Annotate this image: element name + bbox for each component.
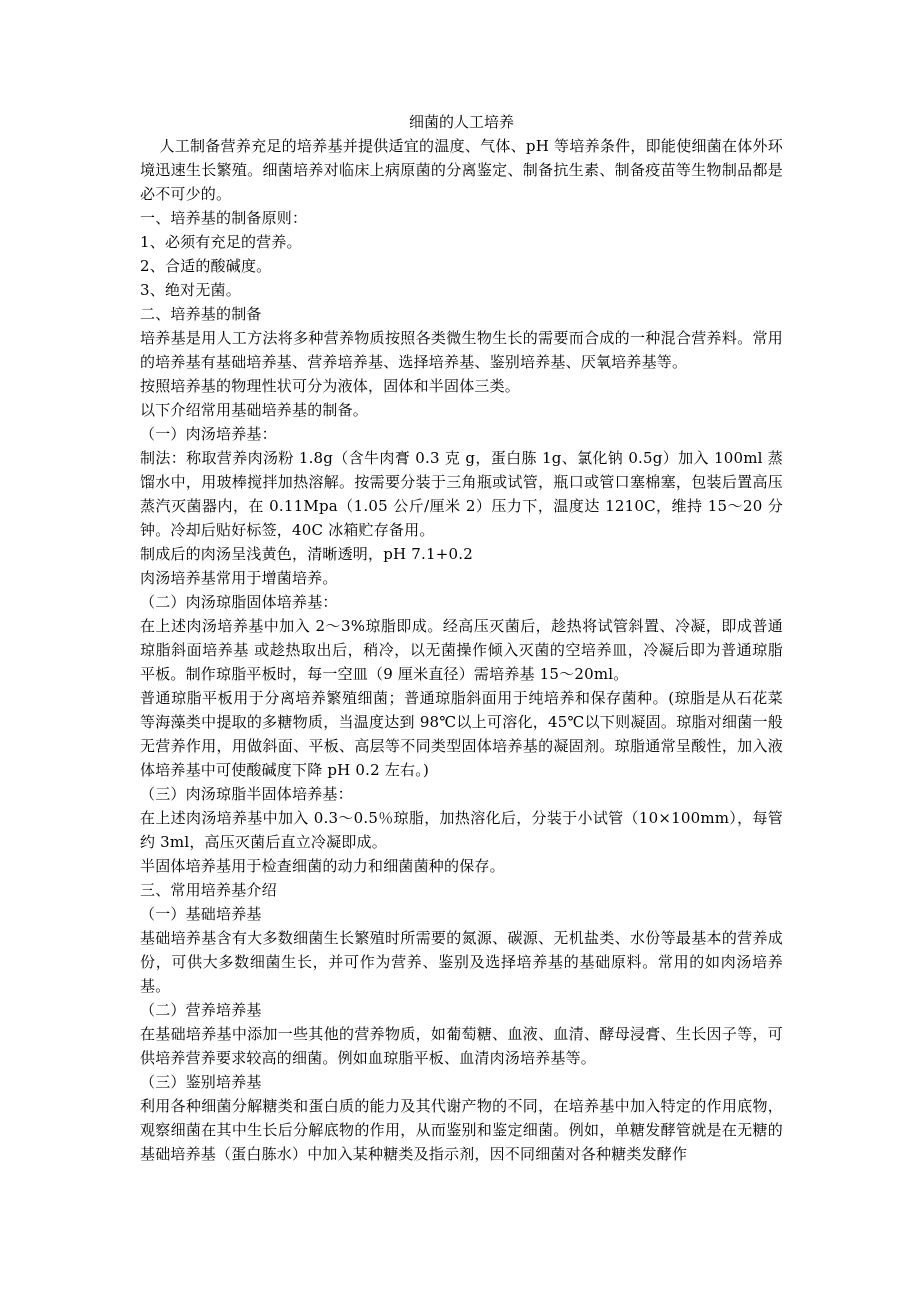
paragraph: 半固体培养基用于检查细菌的动力和细菌菌种的保存。 <box>140 857 505 875</box>
document-page <box>140 110 783 1166</box>
paragraph: 1、必须有充足的营养。 <box>140 233 302 251</box>
paragraph: （一）肉汤培养基： <box>140 425 277 443</box>
paragraph: 二、培养基的制备 <box>140 305 262 323</box>
document-body <box>140 134 783 1166</box>
paragraph: 三、常用培养基介绍 <box>140 881 277 899</box>
paragraph: 在基础培养基中添加一些其他的营养物质，如葡萄糖、血液、血清、酵母浸膏、生长因子等，可供培养营养要求较高的细菌。例如血琼脂平板、血清肉汤培养基等。 <box>140 1025 783 1067</box>
paragraph: 2、合适的酸碱度。 <box>140 257 272 275</box>
paragraph: 按照培养基的物理性状可分为液体，固体和半固体三类。 <box>140 377 521 395</box>
paragraph: （三）鉴别培养基 <box>140 1073 262 1091</box>
paragraph: 3、绝对无菌。 <box>140 281 241 299</box>
paragraph: 利用各种细菌分解糖类和蛋白质的能力及其代谢产物的不同，在培养基中加入特定的作用底物，观察细菌在其中生长后分解底物的作用，从而鉴别和鉴定细菌。例如，单糖发酵管就是在无糖的基础培养基（蛋白胨水）中加入某种糖类及指示剂，因不同细菌对各种糖类发酵作 <box>140 1097 783 1163</box>
paragraph: 基础培养基含有大多数细菌生长繁殖时所需要的氮源、碳源、无机盐类、水份等最基本的营养成份，可供大多数细菌生长，并可作为营养、鉴别及选择培养基的基础原料。常用的如肉汤培养基。 <box>140 929 783 995</box>
paragraph: 在上述肉汤培养基中加入 2～3%琼脂即成。经高压灭菌后，趁热将试管斜置、冷凝，即成普通琼脂斜面培养基 或趁热取出后，稍冷，以无菌操作倾入灭菌的空培养皿，冷凝后即为普通琼脂平板。制作琼脂平板时，每一空皿（9 厘米直径）需培养基 15～20ml。 <box>140 617 783 683</box>
paragraph: 一、培养基的制备原则： <box>140 209 308 227</box>
paragraph: 肉汤培养基常用于增菌培养。 <box>140 569 338 587</box>
paragraph: （三）肉汤琼脂半固体培养基： <box>140 785 353 803</box>
paragraph: 以下介绍常用基础培养基的制备。 <box>140 401 369 419</box>
paragraph: 制成后的肉汤呈浅黄色，清晰透明，pH 7.1+0.2 <box>140 545 473 563</box>
paragraph: 普通琼脂平板用于分离培养繁殖细菌；普通琼脂斜面用于纯培养和保存菌种。(琼脂是从石花菜等海藻类中提取的多糖物质，当温度达到 98℃以上可溶化，45℃以下则凝固。琼脂对细菌一般无营养作用，用做斜面、平板、高层等不同类型固体培养基的凝固剂。琼脂通常呈酸性，加入液体培养基中可使酸碱度下降 pH 0.2 左右。) <box>140 689 783 779</box>
paragraph: 人工制备营养充足的培养基并提供适宜的温度、气体、pH 等培养条件，即能使细菌在体外环境迅速生长繁殖。细菌培养对临床上病原菌的分离鉴定、制备抗生素、制备疫苗等生物制品都是必不可少的。 <box>140 137 783 203</box>
paragraph: （二）肉汤琼脂固体培养基： <box>140 593 338 611</box>
document-title: 细菌的人工培养 <box>408 113 514 131</box>
paragraph: 培养基是用人工方法将多种营养物质按照各类微生物生长的需要而合成的一种混合营养料。常用的培养基有基础培养基、营养培养基、选择培养基、鉴别培养基、厌氧培养基等。 <box>140 329 783 371</box>
paragraph: （二）营养培养基 <box>140 1001 262 1019</box>
paragraph: （一）基础培养基 <box>140 905 262 923</box>
paragraph: 在上述肉汤培养基中加入 0.3～0.5％琼脂，加热溶化后，分装于小试管（10×100mm），每管约 3ml，高压灭菌后直立冷凝即成。 <box>140 809 783 851</box>
paragraph: 制法：称取营养肉汤粉 1.8g（含牛肉膏 0.3 克 g，蛋白胨 1g、氯化钠 0.5g）加入 100ml 蒸馏水中，用玻棒搅拌加热溶解。按需要分装于三角瓶或试管，瓶口或管口塞棉塞，包装后置高压蒸汽灭菌器内，在 0.11Mpa（1.05 公斤/厘米 2）压力下，温度达 1210C，维持 15～20 分钟。冷却后贴好标签，40C 冰箱贮存备用。 <box>140 449 783 539</box>
